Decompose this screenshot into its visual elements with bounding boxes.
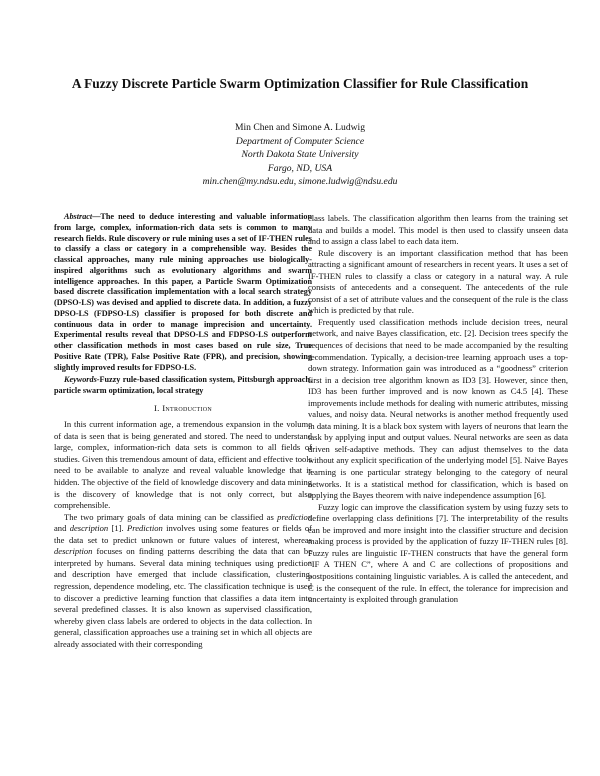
keywords-label: Keywords bbox=[64, 375, 97, 385]
text-run: and bbox=[54, 523, 70, 534]
keywords-text: -Fuzzy rule-based classification system, Pittsburgh approach, particle swarm optimization, local strategy bbox=[54, 375, 312, 395]
term-description: description bbox=[69, 523, 109, 534]
author-location: Fargo, ND, USA bbox=[267, 162, 333, 174]
abstract-label: Abstract bbox=[64, 212, 93, 221]
abstract bbox=[54, 212, 312, 373]
intro-paragraph-3: class labels. The classification algorithm then learns from the training set data and builds a model. This model is then used to classify unseen data and to assign a class label to each data item. bbox=[308, 213, 568, 247]
intro-paragraph-5: Frequently used classification methods include decision trees, neural network, and naive Bayes classification, etc. [2]. Decision trees specify the sequences of decisions that need to be made accompanied by the resulting recommendation. Typically, a decision-tree learning approach uses a top-down strategy. Information gain was introduced as a “goodness” criterion first in a decision tree algorithm known as ID3 [3]. However, since then, ID3 has been further improved and is now known as C4.5 [4]. These improvements include methods for dealing with numeric attributes, missing values, and noisy data. Neural networks is another method frequently used in data mining. It is a black box system with layers of neurons that learn the task by applying input and output values. Neural networks are seen as data driven self-adaptive methods. They can adjust themselves to the data without any explicit specification of the underlying model [5]. Naive Bayes learning is one particular strategy belonging to the category of neural networks. It is a statistical method for classification, which is based on applying the Bayes theorem with naive independence assumption [6]. bbox=[308, 316, 568, 501]
text-run: The two primary goals of data mining can be classified as bbox=[64, 511, 278, 522]
abstract-text: —The need to deduce interesting and valuable information from large, complex, information-rich data sets is common to many research fields. Rule discovery or rule mining uses a set of IF-THEN rules to classify a class or category in a comprehensible way. Besides the classical approaches, many rule mining approaches use biologically-inspired algorithms such as evolutionary algorithms and swarm intelligence approaches. In this paper, a Particle Swarm Optimization based discrete classification implementation with a local search strategy (DPSO-LS) was devised and applied to discrete data. In addition, a fuzzy DPSO-LS (FDPSO-LS) classifier is proposed for both discrete and continuous data in order to manage imprecision and uncertainty. Experimental results reveal that DPSO-LS and FDPSO-LS outperform other classification methods in most cases based on rule size, True Positive Rate (TPR), False Positive Rate (FPR), and precision, showing slightly improved results for FDPSO-LS. bbox=[54, 212, 312, 372]
section-heading-introduction bbox=[54, 403, 312, 415]
term-description: description bbox=[54, 546, 93, 557]
intro-paragraph-2 bbox=[54, 512, 312, 651]
text-run: involves using some features or fields of the data set to predict unknown or future values of interest, whereas bbox=[54, 523, 312, 545]
right-column bbox=[308, 213, 568, 606]
text-run: [1]. bbox=[108, 523, 127, 534]
paper-title: A Fuzzy Discrete Particle Swarm Optimization Classifier for Rule Classification bbox=[71, 76, 529, 91]
author-university: North Dakota State University bbox=[241, 149, 359, 161]
left-column bbox=[54, 212, 312, 650]
author-names: Min Chen and Simone A. Ludwig bbox=[234, 122, 366, 133]
intro-paragraph-4: Rule discovery is an important classification method that has been attracting a significant amount of researchers in recent years. It uses a set of IF-THEN rules to classify a class or category in a natural way. A rule consists of antecedents and a consequent. The antecedents of the rule consist of a set of attribute values and the consequent of the rule is the class which is predicted by that rule. bbox=[308, 247, 568, 316]
author-emails: min.chen@my.ndsu.edu, simone.ludwig@ndsu.edu bbox=[202, 176, 398, 188]
section-title: Introduction bbox=[162, 402, 213, 413]
keywords bbox=[54, 375, 312, 397]
section-number: I. bbox=[153, 402, 160, 413]
text-run: focuses on finding patterns describing the data that can be interpreted by humans. Several data mining techniques using prediction and description have emerged that include classification, clustering, regression, dependence modeling, etc. The classification technique is used to discover a predictive learning function that classifies a data item into several predefined classes. It is also known as supervised classification, whereby given class labels are ordered to objects in the data collection. In general, classification approaches use a training set in which all objects are already associated with their corresponding bbox=[54, 546, 312, 649]
author-block bbox=[100, 121, 500, 189]
author-department: Department of Computer Science bbox=[235, 135, 365, 147]
intro-paragraph-6: Fuzzy logic can improve the classification system by using fuzzy sets to define overlapping class definitions [7]. The interpretability of the results can be improved and more insight into the classifier structure and decision making process is provided by the application of fuzzy IF-THEN rules [8]. Fuzzy rules are linguistic IF-THEN constructs that have the general form “IF A THEN C”, where A and C are collections of propositions and postpositions containing linguistic variables. A is called the antecedent, and C is the consequent of the rule. In effect, the tolerance for imprecision and uncertainty is exploited through granulation bbox=[308, 501, 568, 605]
intro-paragraph-1: In this current information age, a tremendous expansion in the volume of data is seen that is being generated and stored. The need to understand large, complex, information-rich data sets is common to all fields of studies. Given this tremendous amount of data, efficient and effective tools need to be available to analyze and reveal valuable knowledge that is hidden. The objective of the field of knowledge discovery and data mining is the discovery of knowledge that is not only correct, but also comprehensible. bbox=[54, 419, 312, 511]
term-prediction: prediction bbox=[277, 511, 312, 522]
term-prediction: Prediction bbox=[126, 523, 163, 534]
